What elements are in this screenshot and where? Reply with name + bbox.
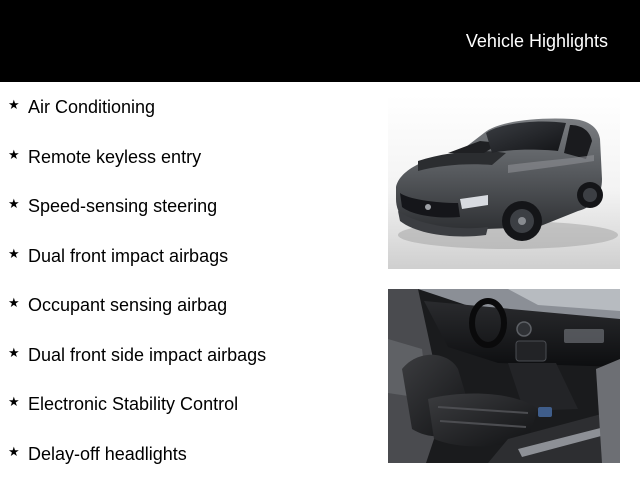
feature-list bbox=[8, 96, 266, 492]
feature-label: Occupant sensing airbag bbox=[28, 294, 227, 316]
feature-label: Speed-sensing steering bbox=[28, 195, 217, 217]
feature-item bbox=[8, 96, 266, 146]
interior-photo bbox=[388, 289, 620, 463]
feature-label: Remote keyless entry bbox=[28, 146, 201, 168]
feature-item bbox=[8, 393, 266, 443]
exterior-photo bbox=[388, 95, 620, 269]
star-icon: ★ bbox=[8, 344, 28, 364]
feature-label: Delay-off headlights bbox=[28, 443, 187, 465]
feature-item bbox=[8, 146, 266, 196]
feature-item bbox=[8, 245, 266, 295]
feature-item bbox=[8, 344, 266, 394]
star-icon: ★ bbox=[8, 443, 28, 463]
star-icon: ★ bbox=[8, 393, 28, 413]
star-icon: ★ bbox=[8, 245, 28, 265]
feature-item bbox=[8, 195, 266, 245]
star-icon: ★ bbox=[8, 294, 28, 314]
feature-item bbox=[8, 294, 266, 344]
page-title: Vehicle Highlights bbox=[466, 30, 608, 52]
star-icon: ★ bbox=[8, 195, 28, 215]
feature-label: Electronic Stability Control bbox=[28, 393, 238, 415]
star-icon: ★ bbox=[8, 146, 28, 166]
star-icon: ★ bbox=[8, 96, 28, 116]
feature-label: Dual front side impact airbags bbox=[28, 344, 266, 366]
header-bar bbox=[0, 0, 640, 82]
feature-label: Dual front impact airbags bbox=[28, 245, 228, 267]
feature-item bbox=[8, 443, 266, 492]
feature-label: Air Conditioning bbox=[28, 96, 155, 118]
